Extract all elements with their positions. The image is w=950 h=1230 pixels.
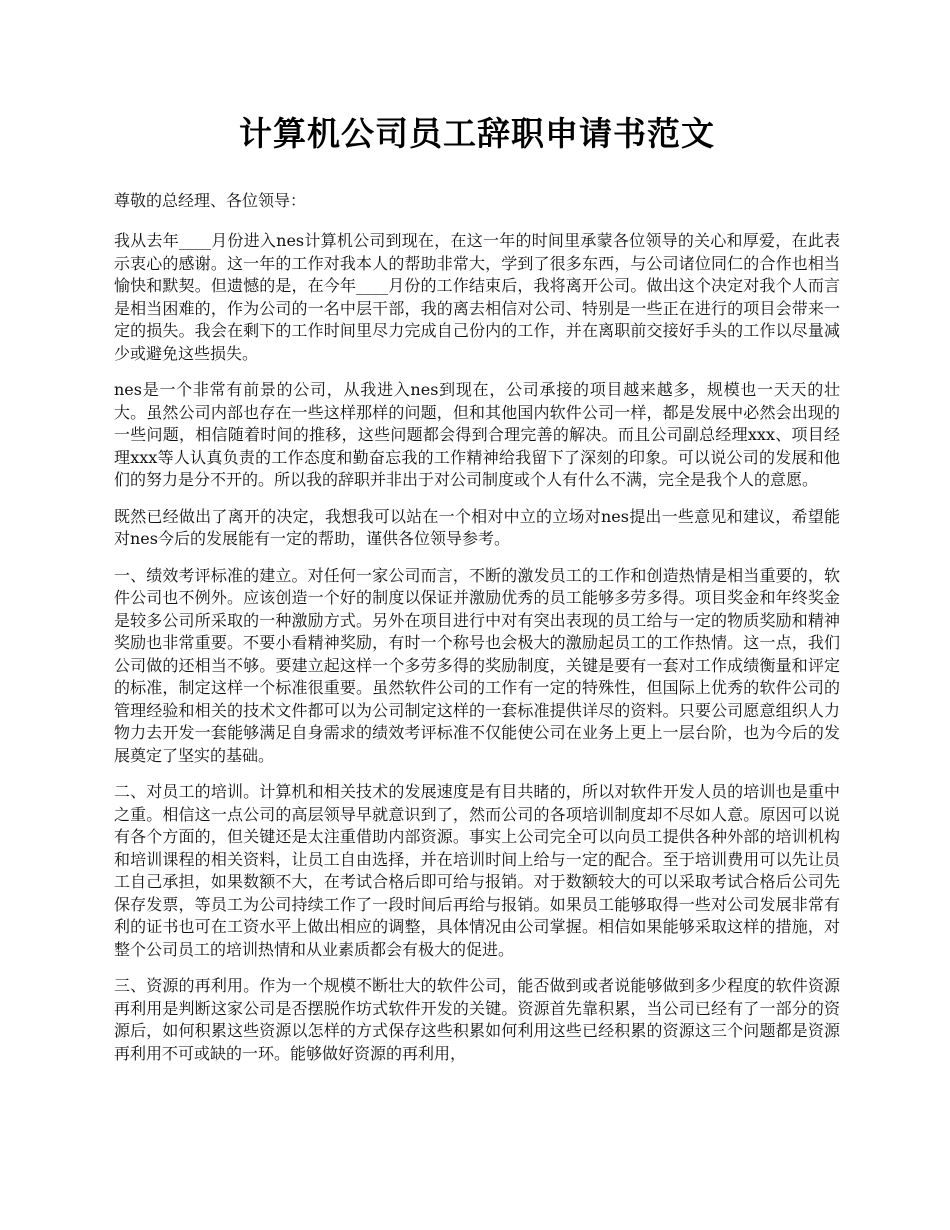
paragraph-resource-reuse: 三、资源的再利用。作为一个规模不断壮大的软件公司，能否做到或者说能够做到多少程度的软件资源再利用是判断这家公司是否摆脱作坊式软件开发的关键。资源首先靠积累，当公司已经有了一部分的资源后，如何积累这些资源以怎样的方式保存这些积累如何利用这些已经积累的资源这三个问题都是资源再利用不可或缺的一环。能够做好资源的再利用， <box>114 976 840 1063</box>
paragraph-company: nes是一个非常有前景的公司，从我进入nes到现在，公司承接的项目越来越多，规模也一天天的壮大。虽然公司内部也存在一些这样那样的问题，但和其他国内软件公司一样，都是发展中必然会出现的一些问题，相信随着时间的推移，这些问题都会得到合理完善的解决。而且公司副总经理xxx、项目经理xxx等人认真负责的工作态度和勤奋忘我的工作精神给我留下了深刻的印象。可以说公司的发展和他们的努力是分不开的。所以我的辞职并非出于对公司制度或个人有什么不满，完全是我个人的意愿。 <box>114 380 840 489</box>
paragraph-suggestions-intro: 既然已经做出了离开的决定，我想我可以站在一个相对中立的立场对nes提出一些意见和建议，希望能对nes今后的发展能有一定的帮助，谨供各位领导参考。 <box>114 506 840 548</box>
salutation: 尊敬的总经理、各位领导： <box>114 191 307 210</box>
paragraph-intro: 我从去年____月份进入nes计算机公司到现在，在这一年的时间里承蒙各位领导的关心和厚爱，在此表示衷心的感谢。这一年的工作对我本人的帮助非常大，学到了很多东西，与公司诸位同仁的合作也相当愉快和默契。但遗憾的是，在今年____月份的工作结束后，我将离开公司。做出这个决定对我个人而言是相当困难的，作为公司的一名中层干部，我的离去相信对公司、特别是一些正在进行的项目会带来一定的损失。我会在剩下的工作时间里尽力完成自己份内的工作，并在离职前交接好手头的工作以尽量减少或避免这些损失。 <box>114 231 840 363</box>
document-title: 计算机公司员工辞职申请书范文 <box>239 114 715 153</box>
paragraph-employee-training: 二、对员工的培训。计算机和相关技术的发展速度是有目共睹的，所以对软件开发人员的培训也是重中之重。相信这一点公司的高层领导早就意识到了，然而公司的各项培训制度却不尽如人意。原因可以说有各个方面的，但关键还是太注重借助内部资源。事实上公司完全可以向员工提供各种外部的培训机构和培训课程的相关资料，让员工自由选择，并在培训时间上给与一定的配合。至于培训费用可以先让员工自己承担，如果数额不大，在考试合格后即可给与报销。对于数额较大的可以采取考试合格后公司先保存发票，等员工为公司持续工作了一段时间后再给与报销。如果员工能够取得一些对公司发展非常有利的证书也可在工资水平上做出相应的调整，具体情况由公司掌握。相信如果能够采取这样的措施，对整个公司员工的培训热情和从业素质都会有极大的促进。 <box>114 782 840 959</box>
paragraph-performance-evaluation: 一、绩效考评标准的建立。对任何一家公司而言，不断的激发员工的工作和创造热情是相当重要的，软件公司也不例外。应该创造一个好的制度以保证并激励优秀的员工能够多劳多得。项目奖金和年终奖金是较多公司所采取的一种激励方式。另外在项目进行中对有突出表现的员工给与一定的物质奖励和精神奖励也非常重要。不要小看精神奖励，有时一个称号也会极大的激励起员工的工作热情。这一点，我们公司做的还相当不够。要建立起这样一个多劳多得的奖励制度，关键是要有一套对工作成绩衡量和评定的标准，制定这样一个标准很重要。虽然软件公司的工作有一定的特殊性，但国际上优秀的软件公司的管理经验和相关的技术文件都可以为公司制定这样的一套标准提供详尽的资料。只要公司愿意组织人力物力去开发一套能够满足自身需求的绩效考评标准不仅能使公司在业务上更上一层台阶，也为今后的发展奠定了坚实的基础。 <box>114 565 840 765</box>
